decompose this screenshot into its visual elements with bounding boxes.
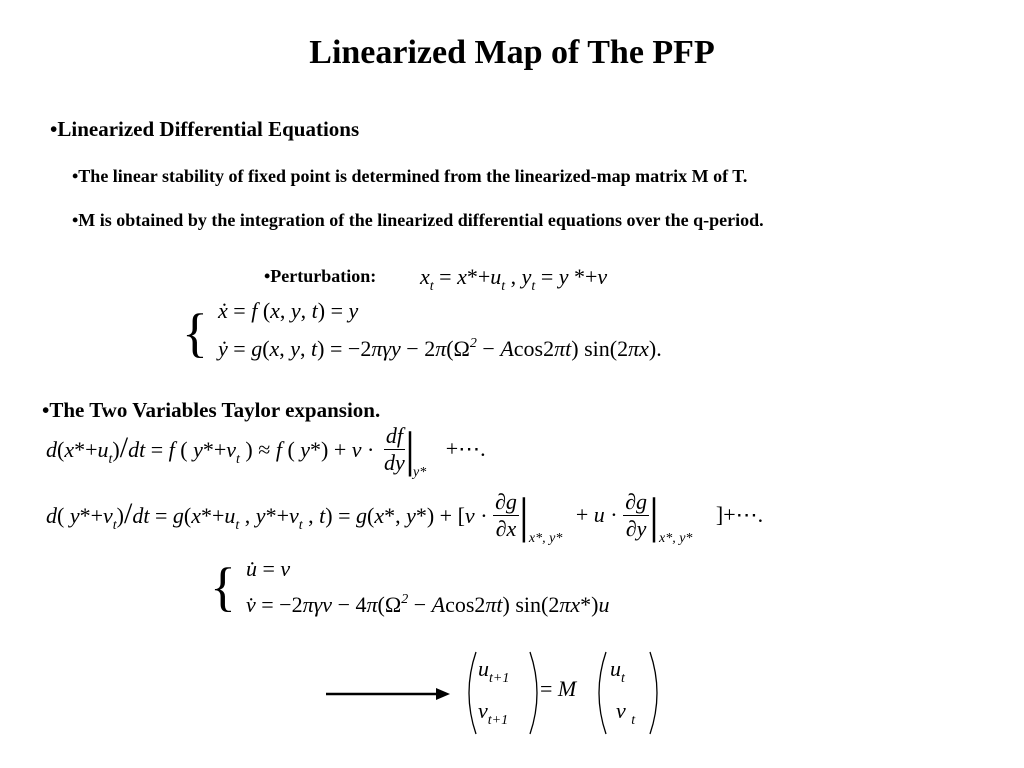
- matrix-v-t-plus-1: $v_{t+1}$: [478, 698, 509, 728]
- equation-x-dot: ẋ = f (x, y, t) = y: [218, 298, 359, 323]
- bullet-m-obtained: •M is obtained by the integration of the linearized differential equations over the q-period.: [72, 210, 764, 230]
- bullet-linear-stability: •The linear stability of fixed point is determined from the linearized-map matrix M of T.: [72, 166, 748, 186]
- perturbation-equation: $x_t = x*+u_t$ , $y_t = y$ *+v: [420, 264, 608, 294]
- left-brace-system-2: {: [210, 557, 236, 617]
- equation-v-dot: v̇ = $-2\pi\gamma v - 4\pi(\Omega^2 - Acos2\pi t)$ sin(2πx*)u: [246, 592, 610, 617]
- equation-y-dot: ẏ = g(x, y, $t) = -2\pi\gamma y - 2\pi(\Omega^2 - Acos2\pi t)$ sin(2πx).: [218, 336, 662, 361]
- matrix-u-t-plus-1: $u_{t+1}$: [478, 656, 510, 686]
- bullet-taylor-expansion: •The Two Variables Taylor expansion.: [42, 398, 381, 422]
- page-title: Linearized Map of The PFP: [309, 34, 715, 71]
- right-arrow-icon: [326, 684, 452, 704]
- matrix-equation: [460, 648, 670, 738]
- matrix-u-t: $u_t$: [610, 656, 625, 686]
- matrix-equals-m: = M: [540, 676, 577, 701]
- bullet-perturbation: •Perturbation:: [264, 266, 377, 286]
- equation-u-dot: u̇ = v: [246, 556, 291, 581]
- left-brace-system-1: {: [182, 303, 208, 363]
- bullet-linearized-differential-equations: •Linearized Differential Equations: [50, 117, 360, 141]
- matrix-v-t: v $_t$: [616, 698, 636, 728]
- taylor-equation-1: $d(x*+u_t)/dt = f$ ( $y*+v_t$ ) ≈ f ( y*) + v · $\frac{df}{dy}$ $|_{y*}$ +⋯.: [46, 421, 486, 481]
- taylor-equation-2: d( $y*+v_t)/dt = g(x*+u_t$ , $y*+v_t$ , t) = g(x*, y*) + [v · $\frac{\partial g}{\partial x}$ $|_{x*, y*} + u$ · $\frac{\partial g}{\partial y}$ $|_{x*, y*}$ ]+⋯.: [46, 487, 764, 547]
